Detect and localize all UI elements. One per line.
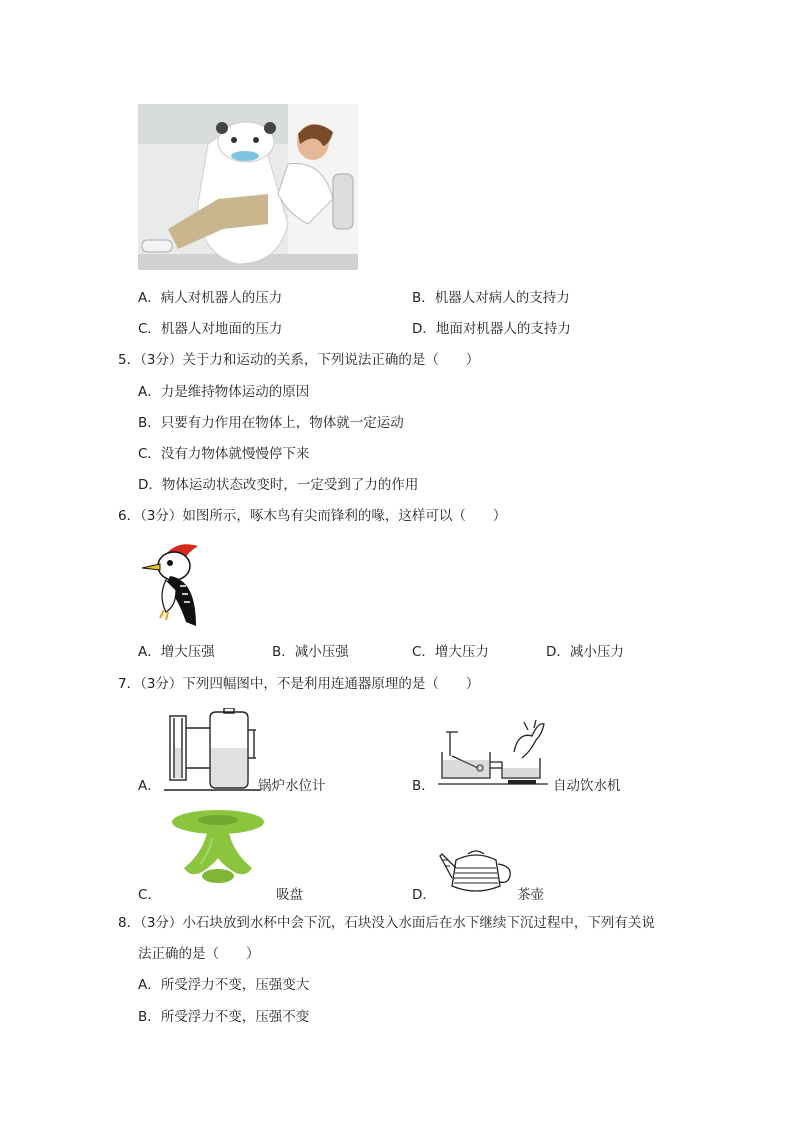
auto-waterer-image: [438, 712, 548, 788]
q6-option-b[interactable]: B．减小压强: [272, 644, 349, 660]
q4-option-c[interactable]: C．机器人对地面的压力: [138, 321, 283, 337]
q6-option-c[interactable]: C．增大压力: [412, 644, 489, 660]
q8-option-b[interactable]: B．所受浮力不变，压强不变: [138, 1009, 310, 1025]
q8-stem-line2: 法正确的是（ ）: [138, 946, 260, 962]
q7-option-c-letter[interactable]: C．: [138, 887, 161, 903]
q7-option-b-letter[interactable]: B．: [412, 778, 435, 794]
q7-option-b-caption: 自动饮水机: [553, 778, 621, 794]
q5-option-c[interactable]: C．没有力物体就慢慢停下来: [138, 446, 310, 462]
q4-option-d[interactable]: D．地面对机器人的支持力: [412, 321, 571, 337]
q8-option-a[interactable]: A．所受浮力不变，压强变大: [138, 977, 310, 993]
boiler-gauge-image: [164, 708, 260, 794]
q7-option-c-caption: 吸盘: [276, 887, 303, 903]
robot-photo: [138, 104, 358, 270]
q6-option-d[interactable]: D．减小压力: [546, 644, 624, 660]
q6-stem: 6．（3分）如图所示，啄木鸟有尖而锋利的喙，这样可以（ ）: [118, 508, 507, 524]
q5-option-d[interactable]: D．物体运动状态改变时，一定受到了力的作用: [138, 477, 419, 493]
q7-option-a-caption: 锅炉水位计: [258, 778, 326, 794]
teapot-image: [438, 846, 514, 896]
q8-stem-line1: 8．（3分）小石块放到水杯中会下沉，石块没入水面后在水下继续下沉过程中，下列有关说: [118, 915, 655, 931]
q5-option-b[interactable]: B．只要有力作用在物体上，物体就一定运动: [138, 415, 404, 431]
q7-option-a-letter[interactable]: A．: [138, 778, 161, 794]
q6-option-a[interactable]: A．增大压强: [138, 644, 215, 660]
q5-stem: 5．（3分）关于力和运动的关系，下列说法正确的是（ ）: [118, 352, 480, 368]
q7-option-d-letter[interactable]: D．: [412, 887, 436, 903]
suction-cup-image: [170, 808, 266, 886]
q7-option-d-caption: 茶壶: [517, 887, 544, 903]
q7-stem: 7．（3分）下列四幅图中，不是利用连通器原理的是（ ）: [118, 676, 480, 692]
woodpecker-image: [140, 540, 202, 628]
q4-option-a[interactable]: A．病人对机器人的压力: [138, 290, 283, 306]
q5-option-a[interactable]: A．力是维持物体运动的原因: [138, 384, 310, 400]
q4-option-b[interactable]: B．机器人对病人的支持力: [412, 290, 570, 306]
